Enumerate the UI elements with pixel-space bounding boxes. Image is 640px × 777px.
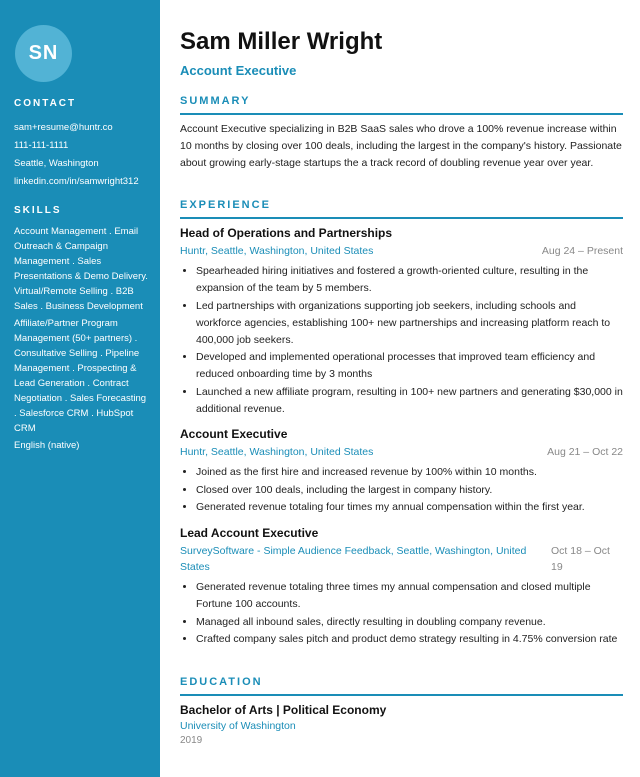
candidate-name: Sam Miller Wright [180,28,383,55]
bullet-item: • Joined as the first hire and increased revenue by 100% within 10 months. [196,464,623,481]
contact-phone: 111-111-1111 [14,140,69,151]
job-entry [180,427,623,517]
skills-block: Affiliate/Partner Program Management (50+ partners) . Consultative Selling . Pipeline Management . Prospecting & Lead Generation . Contract Negotiation . Sales Forecasting . Salesforce CRM . HubSpot CRM [14,318,147,434]
job-entry [180,226,623,418]
job-bullets [180,263,623,418]
job-title: Head of Operations and Partnerships [180,226,393,240]
bullet-item: • Crafted company sales pitch and product demo strategy resulting in 4.75% conversion rate [196,631,623,648]
job-company: SurveySoftware - Simple Audience Feedback, Seattle, Washington, United States [180,545,527,573]
contact-linkedin[interactable]: linkedin.com/in/samwright312 [14,176,139,187]
bullet-item: • Spearheaded hiring initiatives and fostered a growth-oriented culture, resulting in the expansion of the team by 5 members. [196,263,623,297]
job-company: Huntr, Seattle, Washington, United States [180,245,374,257]
candidate-role: Account Executive [180,63,297,78]
summary-text: Account Executive specializing in B2B SaaS sales who drove a 100% revenue increase within 10 months by closing over 100 deals, including the largest in the company's history. Passionate about growing early-stage startups the a track record of doubling revenue year over year. [180,123,622,169]
education-year: 2019 [180,735,203,746]
sidebar [0,0,160,777]
job-dates: Aug 21 – Oct 22 [547,446,623,458]
skills-block: Account Management . Email Outreach & Campaign Management . Sales Presentations & Demo Delivery. Virtual/Remote Selling . B2B Sales . Business Development [14,226,148,312]
education-school: University of Washington [180,720,296,732]
bullet-item: • Generated revenue totaling four times my annual compensation within the first year. [196,499,623,516]
bullet-item: • Developed and implemented operational processes that improved team efficiency and reduced onboarding time by 3 months [196,349,623,383]
skills-list [14,224,148,453]
job-bullets [180,579,623,648]
job-bullets [180,464,623,516]
education-heading: EDUCATION [180,676,623,696]
experience-heading: EXPERIENCE [180,199,623,219]
bullet-item: • Managed all inbound sales, directly resulting in doubling company revenue. [196,614,623,631]
contact-email[interactable]: sam+resume@huntr.co [14,122,113,133]
job-title: Lead Account Executive [180,526,319,540]
bullet-item: • Led partnerships with organizations supporting job seekers, including schools and workforce agencies, establishing 100+ new partnerships and increasing platform reach to 400,000 job seekers. [196,298,623,349]
job-title: Account Executive [180,427,288,441]
bullet-item: • Closed over 100 deals, including the largest in company history. [196,482,623,499]
education-entry [180,703,623,746]
skills-heading: SKILLS [14,205,62,216]
summary-heading: SUMMARY [180,95,623,115]
job-dates: Oct 18 – Oct 19 [551,545,610,573]
contact-list [14,119,154,191]
contact-heading: CONTACT [14,98,77,109]
languages-block: English (native) [14,440,80,451]
job-entry [180,526,623,649]
education-degree: Bachelor of Arts | Political Economy [180,703,387,717]
contact-location: Seattle, Washington [14,158,99,169]
bullet-item: • Launched a new affiliate program, resulting in 100+ new partners and generating $30,000 in additional revenue. [196,384,623,418]
avatar: SN [15,25,72,82]
job-dates: Aug 24 – Present [541,245,623,257]
job-company: Huntr, Seattle, Washington, United States [180,446,374,458]
bullet-item: • Generated revenue totaling three times my annual compensation and closed multiple Fortune 100 accounts. [196,579,623,613]
